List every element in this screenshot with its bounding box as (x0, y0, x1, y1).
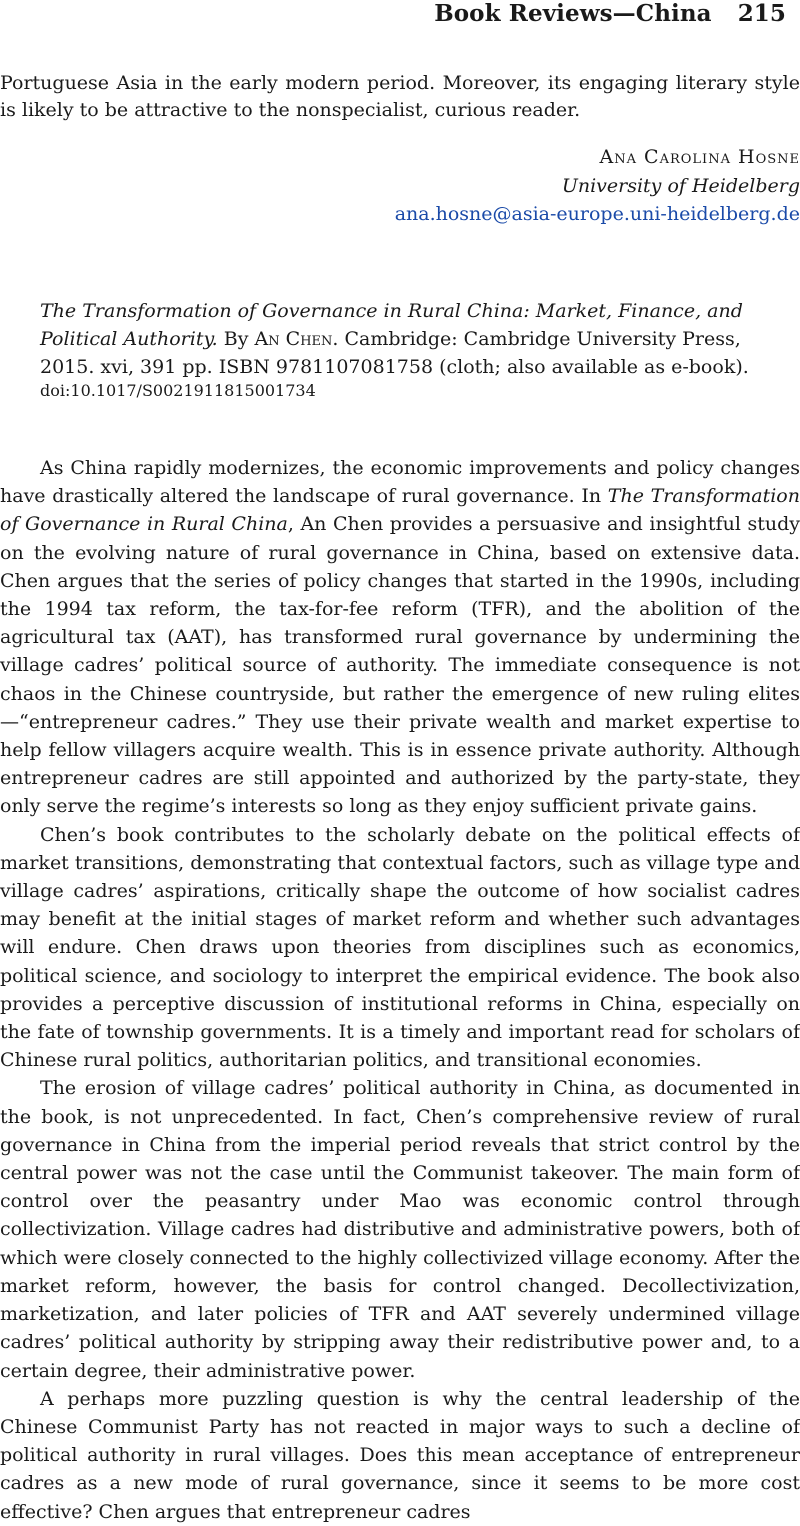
running-head (434, 0, 786, 27)
review-paragraph-4: A perhaps more puzzling question is why the central leadership of the Chinese Communist Party has not reacted in major ways to such a decline of political authority in rural villages. Does this mean acceptance of entrepreneur cadres as a new mode of rural governance, since it seems to be more cost effective? Chen argues that entrepreneur cadres (0, 1387, 800, 1523)
paragraph-1-start: As China rapidly modernizes, the economic improvements and policy changes have drastically altered the landscape of rural governance. In (0, 457, 800, 508)
page-number: 215 (737, 0, 786, 27)
review-body (0, 454, 800, 1526)
review-paragraph-3: The erosion of village cadres’ political authority in China, as documented in the book, is not unprecedented. In fact, Chen’s comprehensive review of rural governance in China from the imperial period reveals that strict control by the central power was not the case until the Communist takeover. The main form of control over the peasantry under Mao was economic control through collectivization. Village cadres had distributive and administrative powers, both of which were closely connected to the highly collectivized village economy. After the market reform, however, the basis for control changed. Decollectivization, marketization, and later policies of TFR and AAT severely undermined village cadres’ political authority by stripping away their redistributive power and, to a certain degree, their administrative power. (0, 1077, 800, 1382)
reviewer-affiliation: University of Heidelberg (561, 175, 800, 197)
by-label: By (223, 328, 249, 350)
reviewer-name: Ana Carolina Hosne (599, 146, 800, 168)
previous-review-continuation: Portuguese Asia in the early modern period. Moreover, its engaging literary style is likely to be attractive to the nonspecialist, curious reader. (0, 72, 800, 121)
review-paragraph-2: Chen’s book contributes to the scholarly debate on the political effects of market transitions, demonstrating that contextual factors, such as village type and village cadres’ aspirations, critically shape the outcome of how socialist cadres may benefit at the initial stages of market reform and whether such advantages will endure. Chen draws upon theories from disciplines such as economics, political science, and sociology to interpret the empirical evidence. The book also provides a perceptive discussion of institutional reforms in China, especially on the fate of township governments. It is a timely and important read for scholars of Chinese rural politics, authoritarian politics, and transitional economies. (0, 823, 800, 1072)
reviewer-email-link[interactable]: ana.hosne@asia-europe.uni-heidelberg.de (394, 203, 800, 225)
book-title: The Transformation of Governance in Rural China: Market, Finance, and Political Authority. (40, 300, 743, 350)
running-head-title: Book Reviews—China (434, 0, 712, 27)
book-citation (40, 297, 800, 381)
doi: doi:10.1017/S0021911815001734 (40, 381, 316, 400)
review-paragraph-1 (0, 454, 800, 821)
publication-details: . Cambridge: Cambridge University Press, 2015. xvi, 391 pp. ISBN 9781107081758 (cloth; also available as e-book). (40, 328, 749, 378)
paragraph-1-book-title: The Transformation of Governance in Rural China (0, 485, 800, 536)
paragraph-1-rest: , An Chen provides a persuasive and insightful study on the evolving nature of rural governance in China, based on extensive data. Chen argues that the series of policy changes that started in the 1990s, including the 1994 tax reform, the tax-for-fee reform (TFR), and the abolition of the agricultural tax (AAT), has transformed rural governance by undermining the village cadres’ political source of authority. The immediate consequence is not chaos in the Chinese countryside, but rather the emergence of new ruling elites—“entrepreneur cadres.” They use their private wealth and market expertise to help fellow villagers acquire wealth. This is in essence private authority. Although entrepreneur cadres are still appointed and authorized by the party-state, they only serve the regime’s interests so long as they enjoy sufficient private gains. (0, 513, 800, 818)
book-author: An Chen (254, 328, 333, 350)
